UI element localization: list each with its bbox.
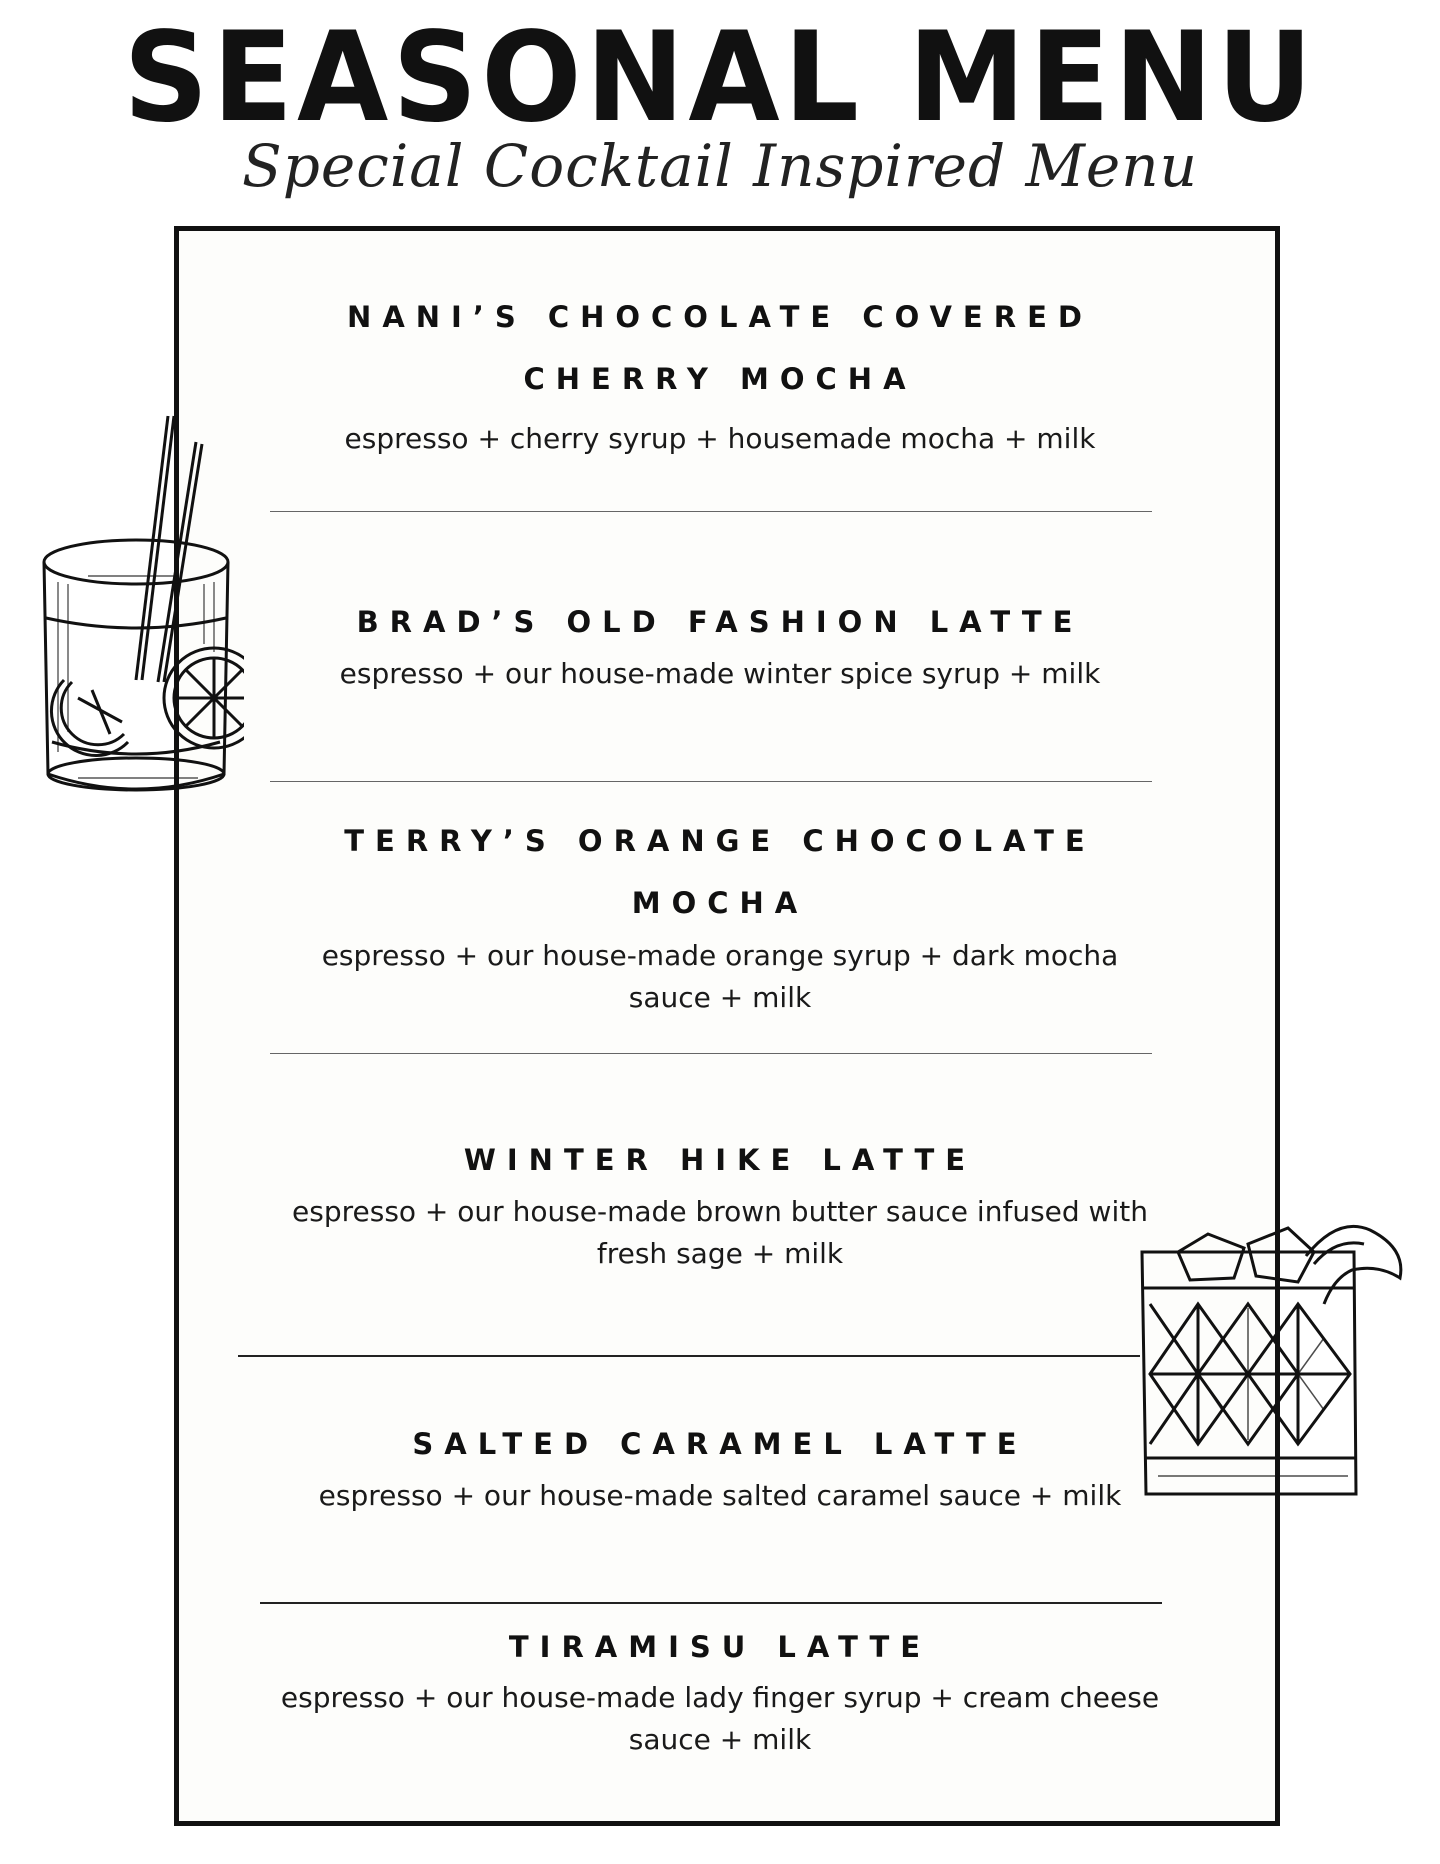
item-desc-brad: espresso + our house-made winter spice syrup + milk [339,657,1101,690]
item-name-brad: BRAD’S OLD FASHION LATTE [356,605,1084,639]
menu-title: SEASONAL MENU [123,4,1317,150]
crystal-glass-icon [1138,1208,1410,1508]
item-desc-tiramisu: espresso + our house-made lady finger syrup + cream cheese sauce + milk [280,1681,1160,1756]
item-name-salted-caramel: SALTED CARAMEL LATTE [412,1427,1028,1461]
item-desc-salted-caramel: espresso + our house-made salted caramel sauce + milk [318,1479,1122,1512]
divider [238,1355,1140,1357]
menu-frame [174,226,1280,1826]
divider [270,1053,1152,1054]
item-desc-winter-hike: espresso + our house-made brown butter sauce infused with fresh sage + milk [292,1195,1148,1270]
item-desc-terry: espresso + our house-made orange syrup + dark mocha sauce + milk [321,939,1119,1014]
item-name-nani-line1: NANI’S CHOCOLATE COVERED [347,300,1093,334]
menu-subtitle: Special Cocktail Inspired Menu [242,132,1198,200]
divider [270,781,1152,782]
item-name-winter-hike: WINTER HIKE LATTE [463,1143,977,1177]
divider [260,1602,1162,1604]
item-name-nani-line2: CHERRY MOCHA [523,362,917,396]
old-fashioned-glass-icon [28,412,244,804]
item-name-terry-line1: TERRY’S ORANGE CHOCOLATE [344,824,1096,858]
item-name-tiramisu: TIRAMISU LATTE [508,1630,932,1664]
item-name-terry-line2: MOCHA [631,886,809,920]
item-desc-nani: espresso + cherry syrup + housemade mocha + milk [344,422,1096,455]
divider [270,511,1152,512]
